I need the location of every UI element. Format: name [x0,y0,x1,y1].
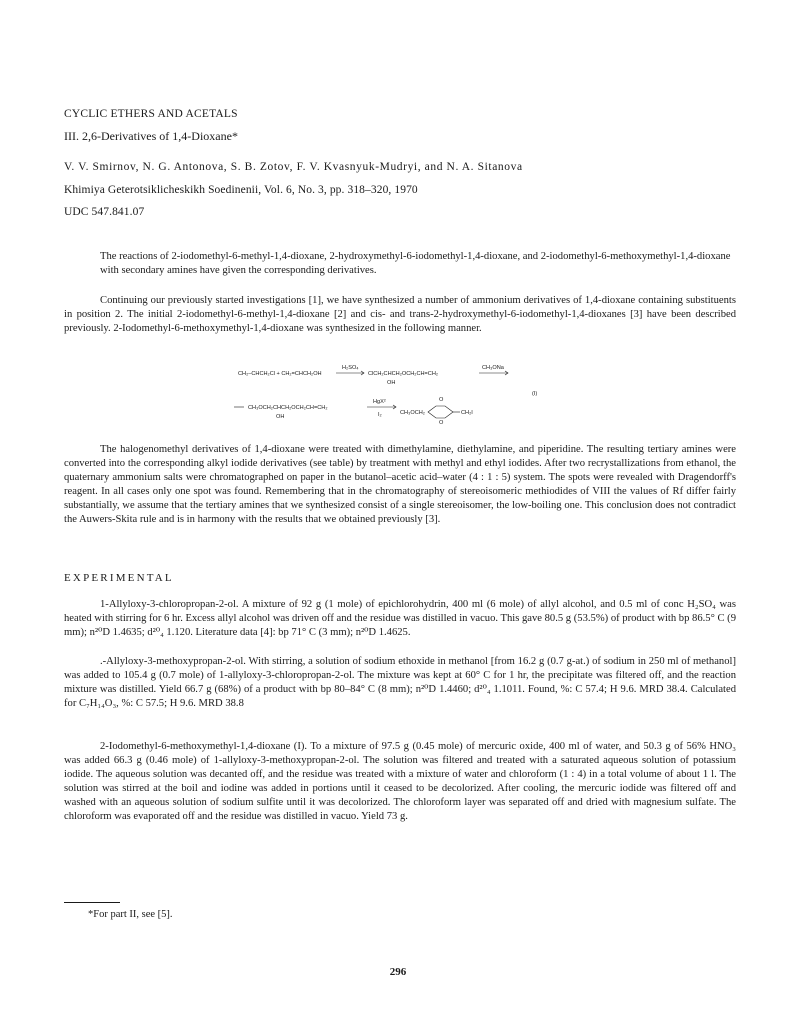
reaction-scheme [232,362,572,424]
ring-oxygen-bottom: O [439,420,444,424]
scheme-reagent-methoxide: CH₃ONa [482,365,504,371]
experimental-heading: EXPERIMENTAL [64,572,174,584]
page-number: 296 [389,966,407,978]
dioxane-ring [428,406,453,418]
scheme-reagent-iodine: I₂ [378,412,382,418]
discussion-paragraph: The halogenomethyl derivatives of 1,4-dioxane were treated with dimethylamine, diethylamine, and piperidine. The resulting tertiary amines were converted into the corresponding alkyl iodide derivatives (see table) by treatment with methyl and ethyl iodides. After two recrystallizations from ethanol, the quaternary ammonium salts were chromatographed on paper in the butanol–acetic acid–water (4 : 1 : 5) system. The spots were revealed with Dragendorff's reagent. In all cases only one spot was found. Remembering that in the chromatography of stereoisomeric methiodides of VIII the values of Rf differ fairly substantially, we assume that the tertiary amines that we synthesized consist of a single stereoisomer, the low-boiling one. This conclusion does not contradict the Auwers-Skita rule and is in harmony with the results that we obtained previously [3]. [64,444,736,525]
scheme-oh-label-2: OH [276,414,285,420]
paper-title: CYCLIC ETHERS AND ACETALS [64,108,238,120]
paper-subtitle: III. 2,6-Derivatives of 1,4-Dioxane* [64,129,238,143]
journal-citation: Khimiya Geterotsiklicheskikh Soedinenii, Vol. 6, No. 3, pp. 318–320, 1970 [64,184,418,196]
scheme-reagent-mercury: HgX² [373,399,386,405]
experiment-1-body: A mixture of 92 g (1 mole) of epichlorohydrin, 400 ml (6 mole) of allyl alcohol, and 0.5 ml of conc H₂SO₄ was heated with stirring for 6 hr. Excess allyl alcohol was driven off and the residue was distilled in vacuo. This gave 80.5 g (53.5%) of product with bp 86.5° C (9 mm); n²⁰D 1.4635; d²⁰₄ 1.120. Literature data [4]: bp 71° C (3 mm); n²⁰D 1.4625. [64,599,736,638]
experiment-2-body: With stirring, a solution of sodium ethoxide in methanol [from 16.2 g (0.7 g-at.) of sodium in 250 ml of methanol] was added to 105.4 g (0.7 mole) of 1-allyloxy-3-chloropropan-2-ol. The mixture was kept at 60° C for 1 hr, the precipitate was filtered off, and the reaction mixture was distilled. Yield 66.7 g (68%) of a product with bp 80–84° C (8 mm); n²⁰D 1.4460; d²⁰₄ 1.1011. Found, %: C 57.4; H 9.6. MRD 38.4. Calculated for C₇H₁₄O₃, %: C 57.5; H 9.6. MRD 38.8 [64,656,736,709]
scheme-reagent-acid: H₂SO₄ [342,365,359,371]
experiment-1-title: 1-Allyloxy-3-chloropropan-2-ol. [100,599,239,610]
experiment-3 [64,740,736,824]
experiment-3-title: 2-Iodomethyl-6-methoxymethyl-1,4-dioxane (I). [100,741,308,752]
footnote: *For part II, see [5]. [88,909,173,920]
ring-oxygen-top: O [439,397,444,403]
scheme-reactants: CH₂–CHCH₂Cl + CH₂=CHCH₂OH [238,371,322,377]
scheme-oh-label-1: OH [387,380,396,386]
paper-authors: V. V. Smirnov, N. G. Antonova, S. B. Zotov, F. V. Kvasnyuk-Mudryi, and N. A. Sitanova [64,161,523,173]
scheme-ring-substituent-right: CH₂I [461,410,473,416]
experiment-3-body: To a mixture of 97.5 g (0.45 mole) of mercuric oxide, 400 ml of water, and 50.3 g of 56% HNO₃ was added 66.3 g (0.46 mole) of 1-allyloxy-3-methoxypropan-2-ol. The solution was filtered and treated with a saturated aqueous solution of potassium iodide. The aqueous solution was decanted off, and the residue was treated with a mixture of water and chloroform (1 : 4) in a total volume of about 1 l. The solution was stirred at the boil and iodine was added in portions until it ceased to be decolorized. After cooling, the mercuric iodide was filtered off and washed with an aqueous solution of sodium sulfite until it was decolorized. The chloroform layer was separated off and dried with magnesium sulfate. The chloroform was evaporated off and the residue was distilled in vacuo. Yield 73 g. [64,741,736,822]
experiment-1 [64,598,736,640]
abstract: The reactions of 2-iodomethyl-6-methyl-1,4-dioxane, 2-hydroxymethyl-6-iodomethyl-1,4-dioxane, and 2-iodomethyl-6-methoxymethyl-1,4-dioxane with secondary amines have given the corresponding derivatives. [100,251,731,276]
footnote-rule [64,902,120,903]
experiment-2 [64,655,736,711]
experiment-2-title: .-Allyloxy-3-methoxypropan-2-ol. [100,656,246,667]
scheme-methoxy-ether: CH₃OCH₂CHCH₂OCH₂CH=CH₂ [248,405,328,411]
scheme-chlorohydrin: ClCH₂CHCH₂OCH₂CH=CH₂ [368,371,439,377]
compound-number: (I) [532,391,538,397]
intro-paragraph: Continuing our previously started investigations [1], we have synthesized a number of ammonium derivatives of 1,4-dioxane containing substituents in position 2. The initial 2-iodomethyl-6-methyl-1,4-dioxane [2] and cis- and trans-2-hydroxymethyl-6-iodomethyl-1,4-dioxanes [3] have been described previously. 2-Iodomethyl-6-methoxymethyl-1,4-dioxane was synthesized in the following manner. [64,295,736,334]
scheme-ring-substituent-left: CH₃OCH₂ [400,410,425,416]
udc-code: UDC 547.841.07 [64,206,145,218]
